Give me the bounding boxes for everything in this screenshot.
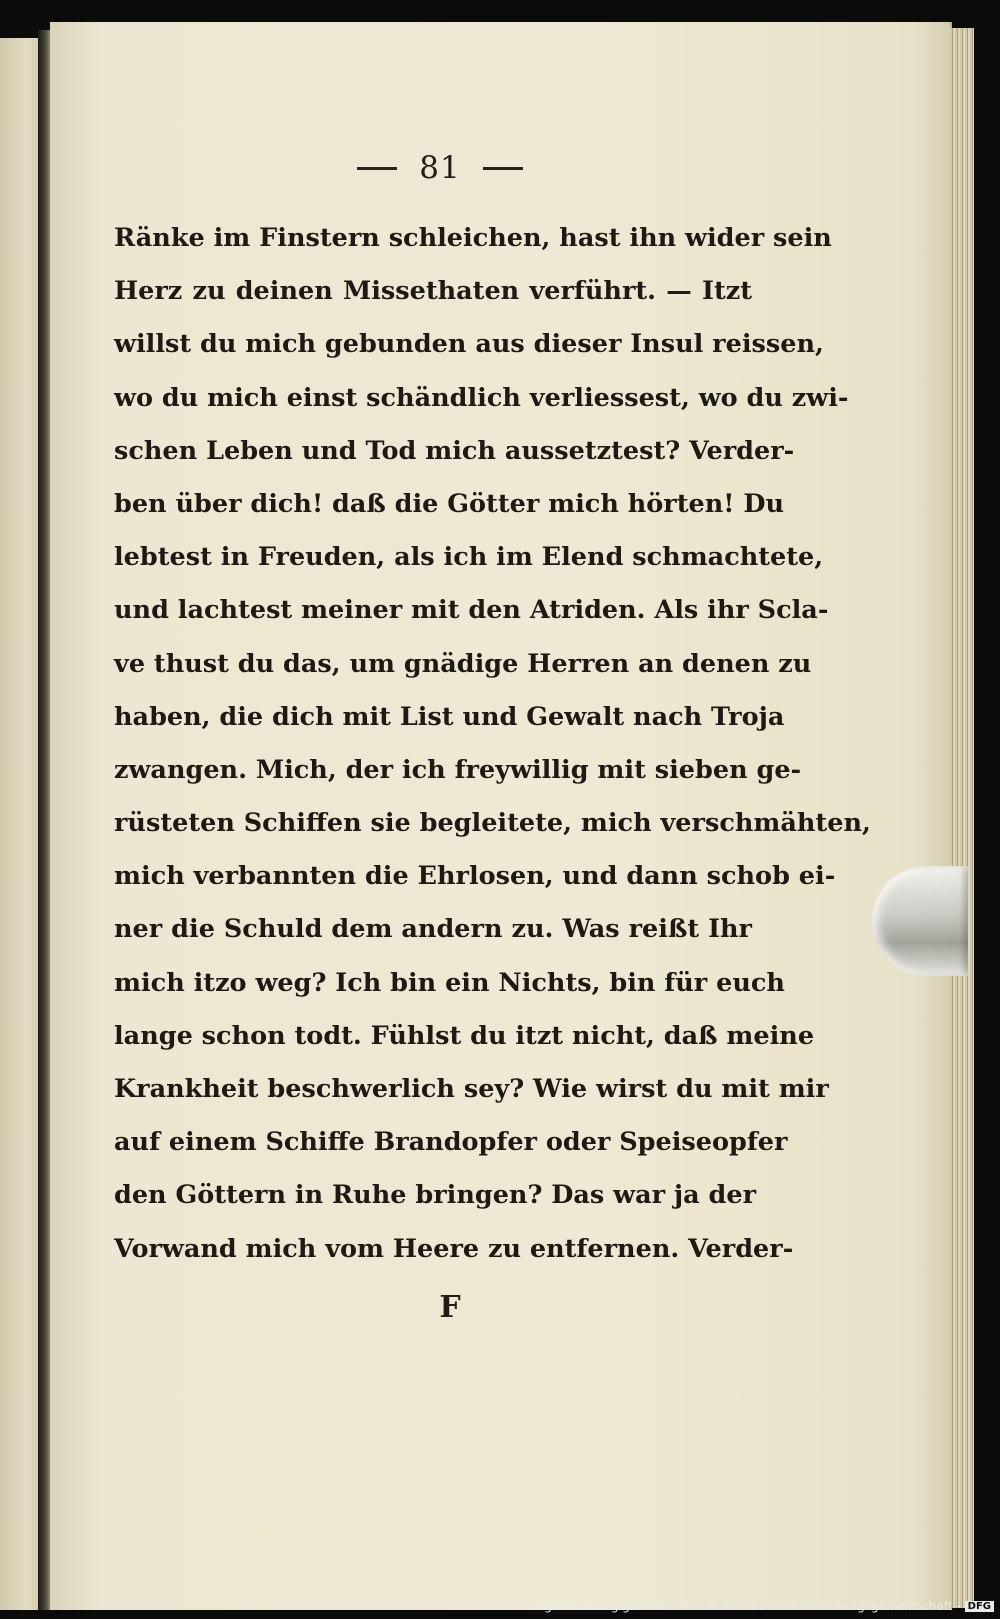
text-line: den Göttern in Ruhe bringen? Das war ja der (114, 1180, 757, 1211)
text-line: auf einem Schiffe Brandopfer oder Speiseopfer (114, 1127, 788, 1158)
signature-mark: F (439, 1290, 461, 1325)
text-line: Herz zu deinen Missethaten verführt. — Itzt (114, 276, 752, 307)
dfg-logo: DFG (965, 1601, 994, 1612)
text-line: ve thust du das, um gnädige Herren an denen zu (114, 648, 812, 679)
footer-credit (532, 1597, 995, 1615)
text-line: ben über dich! daß die Götter mich hörten! Du (114, 488, 784, 519)
page-edges (950, 28, 974, 1608)
header-dash-right (483, 167, 523, 170)
page-header (340, 148, 540, 188)
text-line: Vorwand mich vom Heere zu entfernen. Verder- (114, 1233, 794, 1264)
text-line: haben, die dich mit List und Gewalt nach Troja (114, 701, 785, 732)
book-gutter (38, 30, 50, 1610)
footer-text: Digitalisierung gefördert durch die Deutsche Forschungsgemeinschaft - (531, 1599, 961, 1613)
text-line: rüsteten Schiffen sie begleitete, mich verschmähten, (114, 808, 871, 839)
page-number: 81 (419, 150, 461, 186)
text-line: ner die Schuld dem andern zu. Was reißt Ihr (114, 914, 752, 945)
text-line: und lachtest meiner mit den Atriden. Als ihr Scla- (114, 595, 829, 626)
text-line: schen Leben und Tod mich aussetztest? Verder- (114, 435, 795, 466)
text-line: mich itzo weg? Ich bin ein Nichts, bin für euch (114, 967, 785, 998)
body-text (114, 212, 871, 1276)
text-line: lebtest in Freuden, als ich im Elend schmachtete, (114, 542, 824, 573)
text-line: lange schon todt. Fühlst du itzt nicht, daß meine (114, 1020, 815, 1051)
text-line: zwangen. Mich, der ich freywillig mit sieben ge- (114, 754, 802, 785)
text-line: mich verbannten die Ehrlosen, und dann schob ei- (114, 861, 836, 892)
text-line: Ränke im Finstern schleichen, hast ihn wider sein (114, 223, 832, 253)
text-line: wo du mich einst schändlich verliessest, wo du zwi- (114, 382, 849, 413)
text-line: willst du mich gebunden aus dieser Insul reissen, (114, 329, 824, 360)
header-dash-left (357, 167, 397, 170)
text-line: Krankheit beschwerlich sey? Wie wirst du mit mir (114, 1074, 829, 1104)
